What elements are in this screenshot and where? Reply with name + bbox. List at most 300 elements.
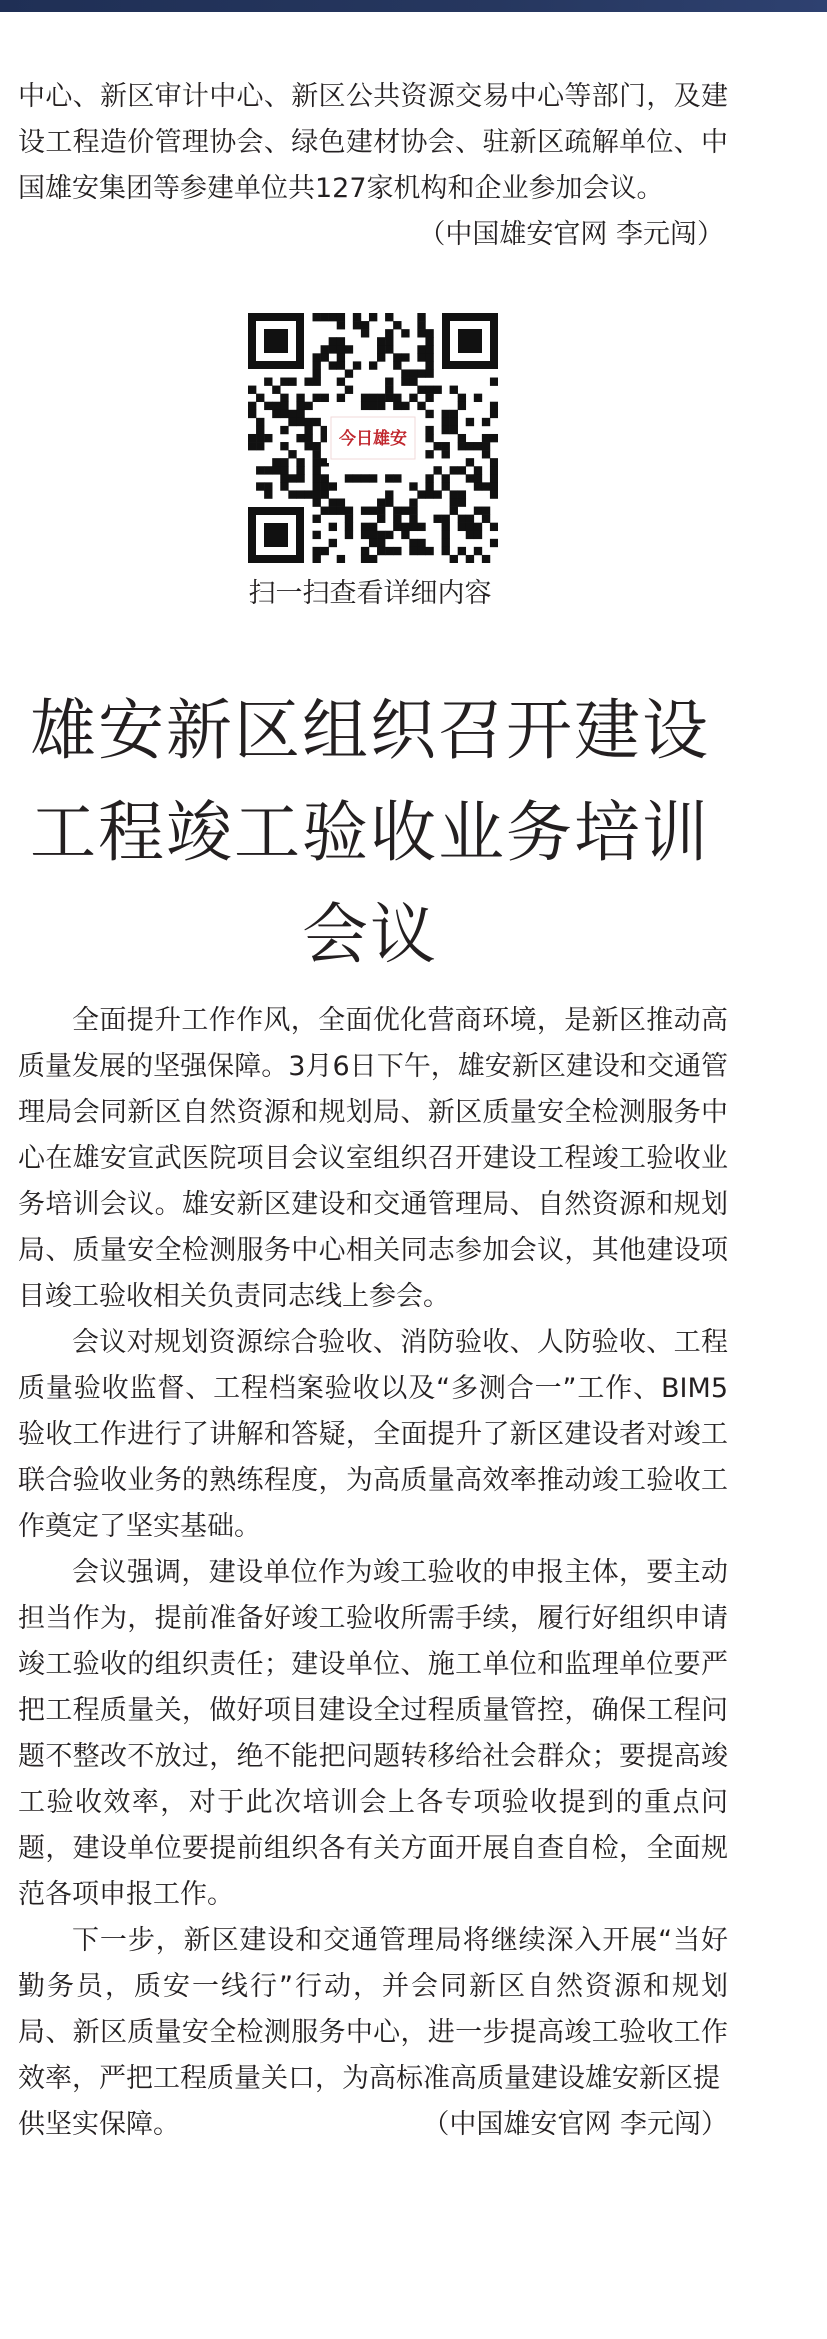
qr-logo-text: 今日雄安: [339, 429, 407, 449]
qr-module: [313, 498, 321, 506]
qr-module: [345, 531, 353, 539]
qr-module: [393, 474, 401, 482]
qr-module: [369, 402, 377, 410]
qr-module: [345, 345, 353, 353]
qr-module: [377, 531, 385, 539]
qr-module: [296, 394, 304, 402]
qr-module: [248, 434, 256, 442]
article-title: 雄安新区组织召开建设工程竣工验收业务培训会议: [30, 692, 710, 973]
article-source: （中国雄安官网 李元闯）: [422, 2109, 728, 2140]
qr-module: [401, 507, 409, 515]
qr-module: [296, 418, 304, 426]
qr-module: [474, 531, 482, 539]
qr-module: [474, 523, 482, 531]
qr-module: [288, 490, 296, 498]
qr-module: [280, 458, 288, 466]
top-banner-bar: [0, 0, 827, 12]
qr-module: [450, 386, 458, 394]
qr-module: [433, 442, 441, 450]
qr-module: [280, 442, 288, 450]
qr-module: [466, 523, 474, 531]
qr-module: [466, 531, 474, 539]
qr-module: [296, 402, 304, 410]
qr-module: [264, 434, 272, 442]
qr-module: [313, 450, 321, 458]
qr-module: [442, 482, 450, 490]
qr-module: [482, 555, 490, 563]
qr-module: [490, 458, 498, 466]
qr-module: [304, 418, 312, 426]
intro-source: （中国雄安官网 李元闯）: [418, 219, 724, 250]
qr-module: [482, 434, 490, 442]
qr-module: [425, 490, 433, 498]
qr-module: [474, 474, 482, 482]
qr-module: [433, 386, 441, 394]
qr-module: [417, 547, 425, 555]
qr-module: [361, 531, 369, 539]
qr-code[interactable]: [248, 313, 498, 563]
qr-module: [377, 345, 385, 353]
qr-module: [321, 482, 329, 490]
qr-module: [417, 523, 425, 531]
qr-module: [385, 394, 393, 402]
qr-module: [361, 523, 369, 531]
article-paragraph-4-tail: 供坚实保障。: [18, 2109, 180, 2140]
qr-module: [474, 394, 482, 402]
intro-paragraph: 中心、新区审计中心、新区公共资源交易中心等部门，及建设工程造价管理协会、绿色建材协会、驻新区疏解单位、中国雄安集团等参建单位共127家机构和企业参加会议。: [18, 81, 728, 204]
qr-module: [425, 361, 433, 369]
qr-module: [474, 482, 482, 490]
qr-module: [248, 410, 256, 418]
qr-module: [466, 442, 474, 450]
qr-module: [313, 418, 321, 426]
qr-module: [474, 507, 482, 515]
qr-module: [409, 482, 417, 490]
qr-module: [490, 482, 498, 490]
qr-module: [272, 458, 280, 466]
qr-module: [280, 402, 288, 410]
qr-module: [377, 402, 385, 410]
qr-module: [490, 539, 498, 547]
qr-module: [353, 361, 361, 369]
article-closing-line: [18, 2102, 728, 2148]
qr-module: [313, 474, 321, 482]
qr-module: [256, 442, 264, 450]
qr-module: [264, 402, 272, 410]
qr-module: [393, 523, 401, 531]
qr-module: [377, 547, 385, 555]
qr-module: [442, 474, 450, 482]
qr-module: [490, 474, 498, 482]
qr-module: [264, 466, 272, 474]
qr-module: [345, 386, 353, 394]
article-paragraph-4: 下一步，新区建设和交通管理局将继续深入开展“当好勤务员，质安一线行”行动，并会同新区自然资源和规划局、新区质量安全检测服务中心，进一步提高竣工验收工作效率，严把工程质量关口，为高标准高质量建设雄安新区提: [18, 1925, 728, 2094]
qr-module: [280, 474, 288, 482]
qr-module: [337, 313, 345, 321]
qr-module: [296, 434, 304, 442]
qr-module: [353, 313, 361, 321]
qr-module: [450, 410, 458, 418]
qr-module: [442, 418, 450, 426]
qr-module: [417, 402, 425, 410]
qr-module: [369, 523, 377, 531]
qr-module: [280, 378, 288, 386]
qr-module: [401, 329, 409, 337]
qr-module: [393, 547, 401, 555]
qr-module: [369, 474, 377, 482]
qr-module: [337, 378, 345, 386]
qr-module: [393, 515, 401, 523]
qr-module: [248, 442, 256, 450]
qr-module: [409, 369, 417, 377]
qr-module: [377, 539, 385, 547]
qr-module: [321, 394, 329, 402]
qr-module: [409, 507, 417, 515]
qr-module: [304, 402, 312, 410]
qr-module: [466, 555, 474, 563]
qr-module: [425, 426, 433, 434]
qr-module: [321, 353, 329, 361]
qr-module: [256, 394, 264, 402]
qr-center-logo: [327, 413, 419, 463]
qr-module: [329, 539, 337, 547]
qr-module: [458, 402, 466, 410]
qr-module: [417, 313, 425, 321]
qr-module: [369, 313, 377, 321]
qr-module: [369, 394, 377, 402]
qr-module: [264, 490, 272, 498]
qr-module: [264, 482, 272, 490]
qr-module: [474, 442, 482, 450]
qr-module: [361, 547, 369, 555]
qr-module: [482, 418, 490, 426]
qr-module: [393, 353, 401, 361]
qr-module: [329, 345, 337, 353]
qr-module: [329, 337, 337, 345]
qr-module: [458, 498, 466, 506]
qr-module: [458, 515, 466, 523]
qr-module: [417, 539, 425, 547]
qr-module: [466, 458, 474, 466]
qr-module: [474, 466, 482, 474]
qr-module: [417, 321, 425, 329]
qr-module: [385, 531, 393, 539]
qr-module: [458, 434, 466, 442]
qr-module: [329, 498, 337, 506]
qr-module: [490, 402, 498, 410]
qr-module: [329, 523, 337, 531]
qr-code-image: [248, 313, 498, 563]
qr-module: [313, 353, 321, 361]
qr-module: [296, 490, 304, 498]
qr-module: [256, 466, 264, 474]
qr-module: [417, 329, 425, 337]
qr-module: [450, 466, 458, 474]
qr-module: [313, 515, 321, 523]
qr-module: [409, 523, 417, 531]
qr-module: [393, 394, 401, 402]
qr-module: [313, 482, 321, 490]
qr-module: [264, 378, 272, 386]
qr-module: [280, 410, 288, 418]
qr-module: [450, 426, 458, 434]
qr-module: [304, 378, 312, 386]
qr-module: [442, 539, 450, 547]
qr-module: [313, 442, 321, 450]
article-body: [18, 998, 728, 2148]
qr-module: [442, 523, 450, 531]
qr-module: [393, 321, 401, 329]
qr-module: [425, 345, 433, 353]
qr-module: [361, 474, 369, 482]
qr-module: [433, 466, 441, 474]
qr-module: [377, 394, 385, 402]
qr-module: [288, 450, 296, 458]
qr-module: [409, 515, 417, 523]
qr-module: [425, 547, 433, 555]
qr-module: [433, 515, 441, 523]
qr-module: [256, 418, 264, 426]
qr-module: [313, 313, 321, 321]
qr-module: [385, 547, 393, 555]
qr-module: [377, 353, 385, 361]
qr-module: [321, 313, 329, 321]
qr-module: [490, 523, 498, 531]
qr-module: [417, 353, 425, 361]
qr-module: [329, 313, 337, 321]
qr-module: [458, 394, 466, 402]
qr-module: [442, 547, 450, 555]
qr-module: [337, 321, 345, 329]
qr-module: [280, 466, 288, 474]
qr-module: [385, 337, 393, 345]
qr-module: [433, 490, 441, 498]
qr-module: [401, 531, 409, 539]
qr-module: [313, 361, 321, 369]
qr-module: [393, 402, 401, 410]
qr-module: [313, 531, 321, 539]
qr-module: [450, 555, 458, 563]
qr-module: [458, 547, 466, 555]
qr-module: [490, 466, 498, 474]
qr-module: [296, 466, 304, 474]
qr-module: [442, 450, 450, 458]
qr-module: [321, 345, 329, 353]
qr-module: [369, 539, 377, 547]
qr-module: [345, 474, 353, 482]
qr-module: [425, 369, 433, 377]
qr-module: [329, 507, 337, 515]
qr-module: [401, 402, 409, 410]
qr-module: [248, 402, 256, 410]
qr-module: [393, 507, 401, 515]
qr-module: [337, 394, 345, 402]
qr-module: [296, 410, 304, 418]
qr-module: [482, 507, 490, 515]
qr-module: [450, 507, 458, 515]
qr-module: [313, 555, 321, 563]
qr-module: [321, 547, 329, 555]
qr-module: [417, 345, 425, 353]
qr-finder-bottom-left: [248, 507, 304, 563]
qr-module: [272, 466, 280, 474]
qr-module: [425, 482, 433, 490]
qr-module: [466, 515, 474, 523]
qr-module: [280, 482, 288, 490]
qr-module: [288, 410, 296, 418]
qr-module: [442, 531, 450, 539]
qr-module: [377, 498, 385, 506]
qr-module: [458, 442, 466, 450]
qr-module: [450, 498, 458, 506]
qr-module: [296, 458, 304, 466]
qr-module: [361, 402, 369, 410]
qr-module: [321, 490, 329, 498]
qr-module: [409, 394, 417, 402]
qr-module: [329, 361, 337, 369]
qr-module: [256, 482, 264, 490]
qr-module: [425, 329, 433, 337]
qr-module: [482, 450, 490, 458]
article-paragraph-1: 全面提升工作作风，全面优化营商环境，是新区推动高质量发展的坚强保障。3月6日下午，雄安新区建设和交通管理局会同新区自然资源和规划局、新区质量安全检测服务中心在雄安宣武医院项目会议室组织召开建设工程竣工验收业务培训会议。雄安新区建设和交通管理局、自然资源和规划局、质量安全检测服务中心相关同志参加会议，其他建设项目竣工验收相关负责同志线上参会。: [18, 1005, 728, 1312]
qr-module: [337, 498, 345, 506]
qr-module: [385, 345, 393, 353]
qr-finder-top-left: [248, 313, 304, 369]
qr-module: [482, 482, 490, 490]
qr-module: [385, 313, 393, 321]
qr-module: [369, 361, 377, 369]
qr-module: [361, 329, 369, 337]
qr-caption: 扫一扫查看详细内容: [248, 578, 492, 609]
qr-module: [256, 426, 264, 434]
qr-module: [313, 378, 321, 386]
qr-module: [361, 321, 369, 329]
qr-module: [490, 410, 498, 418]
qr-module: [345, 515, 353, 523]
qr-module: [385, 498, 393, 506]
qr-module: [329, 482, 337, 490]
qr-module: [466, 418, 474, 426]
qr-module: [313, 490, 321, 498]
qr-module: [458, 466, 466, 474]
qr-module: [401, 353, 409, 361]
qr-module: [409, 547, 417, 555]
qr-module: [288, 378, 296, 386]
qr-module: [425, 410, 433, 418]
qr-module: [337, 361, 345, 369]
qr-module: [377, 515, 385, 523]
qr-module: [458, 523, 466, 531]
qr-module: [337, 555, 345, 563]
qr-module: [458, 490, 466, 498]
qr-module: [377, 507, 385, 515]
qr-module: [304, 490, 312, 498]
qr-module: [425, 474, 433, 482]
qr-module: [280, 426, 288, 434]
qr-module: [369, 531, 377, 539]
qr-module: [321, 474, 329, 482]
qr-module: [313, 394, 321, 402]
qr-module: [425, 450, 433, 458]
qr-module: [401, 523, 409, 531]
qr-finder-top-right: [442, 313, 498, 369]
qr-module: [304, 434, 312, 442]
qr-module: [345, 369, 353, 377]
qr-module: [313, 466, 321, 474]
qr-module: [337, 337, 345, 345]
qr-module: [369, 507, 377, 515]
qr-module: [425, 337, 433, 345]
qr-module: [474, 547, 482, 555]
qr-module: [417, 490, 425, 498]
qr-module: [304, 426, 312, 434]
qr-module: [442, 410, 450, 418]
qr-module: [280, 394, 288, 402]
qr-module: [272, 402, 280, 410]
qr-module: [401, 378, 409, 386]
qr-module: [425, 353, 433, 361]
qr-module: [313, 369, 321, 377]
qr-module: [304, 442, 312, 450]
qr-module: [361, 507, 369, 515]
qr-module: [409, 498, 417, 506]
qr-module: [353, 321, 361, 329]
qr-module: [409, 378, 417, 386]
qr-module: [369, 555, 377, 563]
qr-module: [345, 523, 353, 531]
qr-module: [288, 474, 296, 482]
qr-module: [482, 442, 490, 450]
qr-module: [377, 337, 385, 345]
qr-module: [385, 329, 393, 337]
qr-module: [385, 474, 393, 482]
qr-module: [345, 507, 353, 515]
qr-module: [482, 515, 490, 523]
qr-module: [442, 442, 450, 450]
qr-module: [321, 507, 329, 515]
qr-module: [337, 507, 345, 515]
qr-module: [490, 434, 498, 442]
qr-module: [313, 547, 321, 555]
qr-module: [490, 490, 498, 498]
qr-module: [337, 353, 345, 361]
qr-module: [450, 418, 458, 426]
qr-module: [353, 474, 361, 482]
qr-module: [417, 369, 425, 377]
qr-module: [450, 490, 458, 498]
qr-module: [425, 394, 433, 402]
qr-module: [272, 386, 280, 394]
qr-module: [409, 539, 417, 547]
qr-module: [296, 474, 304, 482]
qr-module: [466, 474, 474, 482]
qr-module: [385, 386, 393, 394]
qr-module: [401, 369, 409, 377]
qr-module: [425, 386, 433, 394]
qr-module: [425, 434, 433, 442]
qr-module: [248, 386, 256, 394]
qr-module: [272, 410, 280, 418]
previous-article-tail: [18, 74, 728, 258]
qr-module: [313, 458, 321, 466]
qr-module: [393, 361, 401, 369]
qr-module: [417, 386, 425, 394]
qr-module: [442, 515, 450, 523]
article-paragraph-3: 会议强调，建设单位作为竣工验收的申报主体，要主动担当作为，提前准备好竣工验收所需手续，履行好组织申请竣工验收的组织责任；建设单位、施工单位和监理单位要严把工程质量关，做好项目建设全过程质量管控，确保工程问题不整改不放过，绝不能把问题转移给社会群众；要提高竣工验收效率，对于此次培训会上各专项验收提到的重点问题，建设单位要提前组织各有关方面开展自查自检，全面规范各项申报工作。: [18, 1557, 728, 1910]
qr-module: [361, 394, 369, 402]
qr-module: [288, 418, 296, 426]
qr-module: [385, 490, 393, 498]
